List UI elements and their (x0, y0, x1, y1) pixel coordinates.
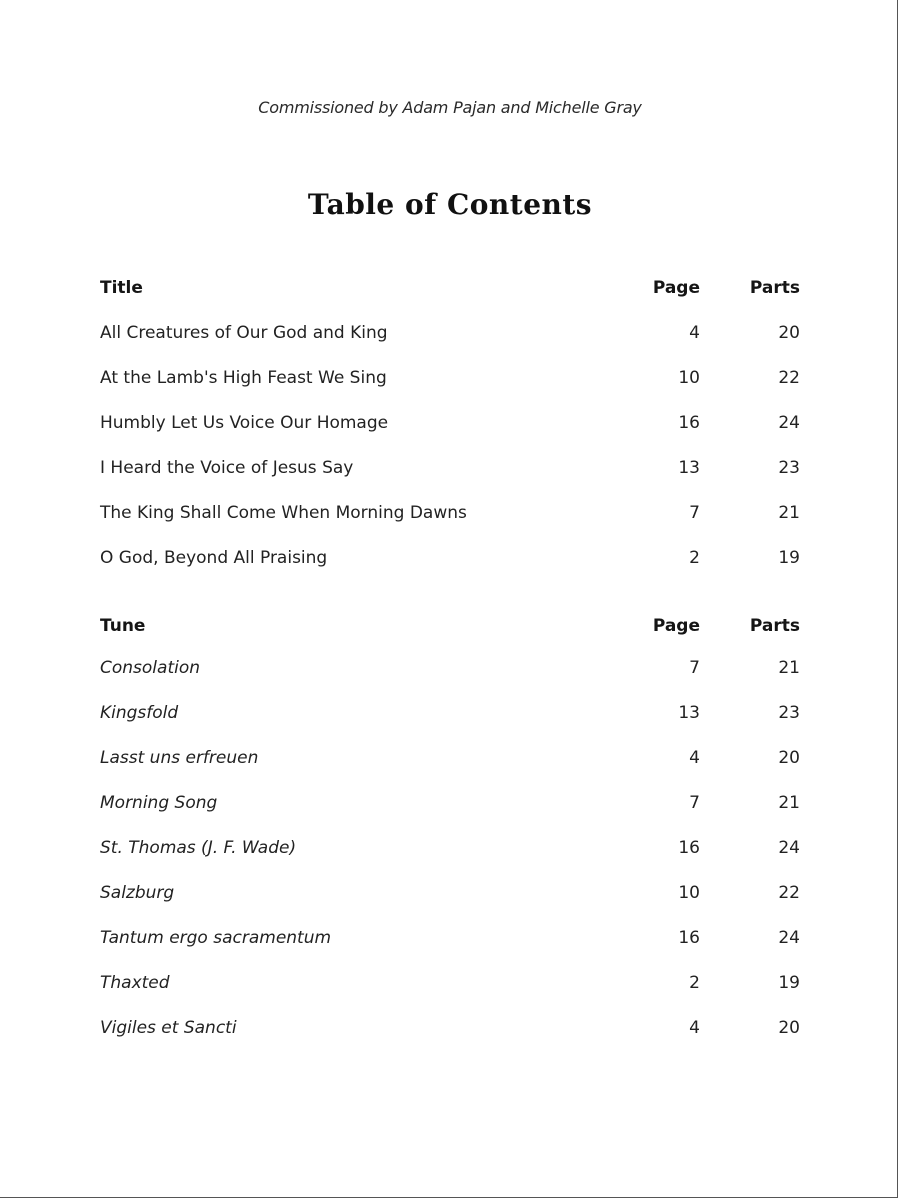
page-column-header: Page (652, 278, 700, 298)
entry-page: 13 (678, 458, 700, 478)
toc-row (100, 970, 800, 996)
entry-tune: Kingsfold (100, 703, 179, 723)
entry-title: The King Shall Come When Morning Dawns (100, 503, 467, 523)
entry-page: 2 (689, 973, 700, 993)
entry-page: 7 (689, 793, 700, 813)
toc-row (100, 880, 800, 906)
entry-tune: Tantum ergo sacramentum (100, 928, 332, 948)
entry-title: O God, Beyond All Praising (100, 548, 328, 568)
parts-column-header: Parts (749, 616, 800, 636)
page-column-header: Page (652, 616, 700, 636)
entry-page: 16 (678, 928, 700, 948)
entry-parts: 24 (778, 928, 800, 948)
entry-tune: Lasst uns erfreuen (100, 748, 259, 768)
entry-parts: 24 (778, 413, 800, 433)
entry-page: 10 (678, 883, 700, 903)
title-column-header: Title (100, 278, 143, 298)
tune-column-header: Tune (100, 616, 146, 636)
entry-tune: Consolation (100, 658, 201, 678)
entry-parts: 22 (778, 883, 800, 903)
entry-page: 10 (678, 368, 700, 388)
toc-row (100, 455, 800, 481)
entry-page: 16 (678, 413, 700, 433)
entry-parts: 22 (778, 368, 800, 388)
toc-row (100, 545, 800, 571)
entry-parts: 23 (778, 703, 800, 723)
toc-row (100, 745, 800, 771)
commission-line: Commissioned by Adam Pajan and Michelle Gray (258, 98, 642, 117)
entry-parts: 21 (778, 658, 800, 678)
toc-row (100, 1015, 800, 1041)
toc-row (100, 320, 800, 346)
toc-row (100, 365, 800, 391)
entry-page: 16 (678, 838, 700, 858)
entry-page: 7 (689, 503, 700, 523)
entry-page: 13 (678, 703, 700, 723)
toc-row (100, 500, 800, 526)
entry-parts: 23 (778, 458, 800, 478)
toc-row (100, 925, 800, 951)
entry-title: All Creatures of Our God and King (100, 323, 388, 343)
toc-row (100, 655, 800, 681)
entry-parts: 20 (778, 1018, 800, 1038)
entry-title: I Heard the Voice of Jesus Say (100, 458, 354, 478)
toc-row (100, 790, 800, 816)
toc-row (100, 700, 800, 726)
toc-row (100, 410, 800, 436)
tune-section-header (100, 613, 800, 639)
entry-parts: 21 (778, 793, 800, 813)
entry-tune: Vigiles et Sancti (100, 1018, 237, 1038)
entry-parts: 20 (778, 323, 800, 343)
entry-title: Humbly Let Us Voice Our Homage (100, 413, 389, 433)
entry-title: At the Lamb's High Feast We Sing (100, 368, 387, 388)
entry-tune: Morning Song (100, 793, 218, 813)
entry-parts: 19 (778, 548, 800, 568)
entry-parts: 24 (778, 838, 800, 858)
entry-parts: 20 (778, 748, 800, 768)
entry-tune: Thaxted (100, 973, 170, 993)
entry-parts: 19 (778, 973, 800, 993)
entry-page: 2 (689, 548, 700, 568)
entry-tune: St. Thomas (J. F. Wade) (100, 838, 297, 858)
entry-parts: 21 (778, 503, 800, 523)
toc-row (100, 835, 800, 861)
entry-tune: Salzburg (100, 883, 175, 903)
title-section-header (100, 275, 800, 301)
entry-page: 4 (689, 1018, 700, 1038)
entry-page: 7 (689, 658, 700, 678)
page-title: Table of Contents (307, 188, 593, 221)
entry-page: 4 (689, 323, 700, 343)
entry-page: 4 (689, 748, 700, 768)
parts-column-header: Parts (749, 278, 800, 298)
